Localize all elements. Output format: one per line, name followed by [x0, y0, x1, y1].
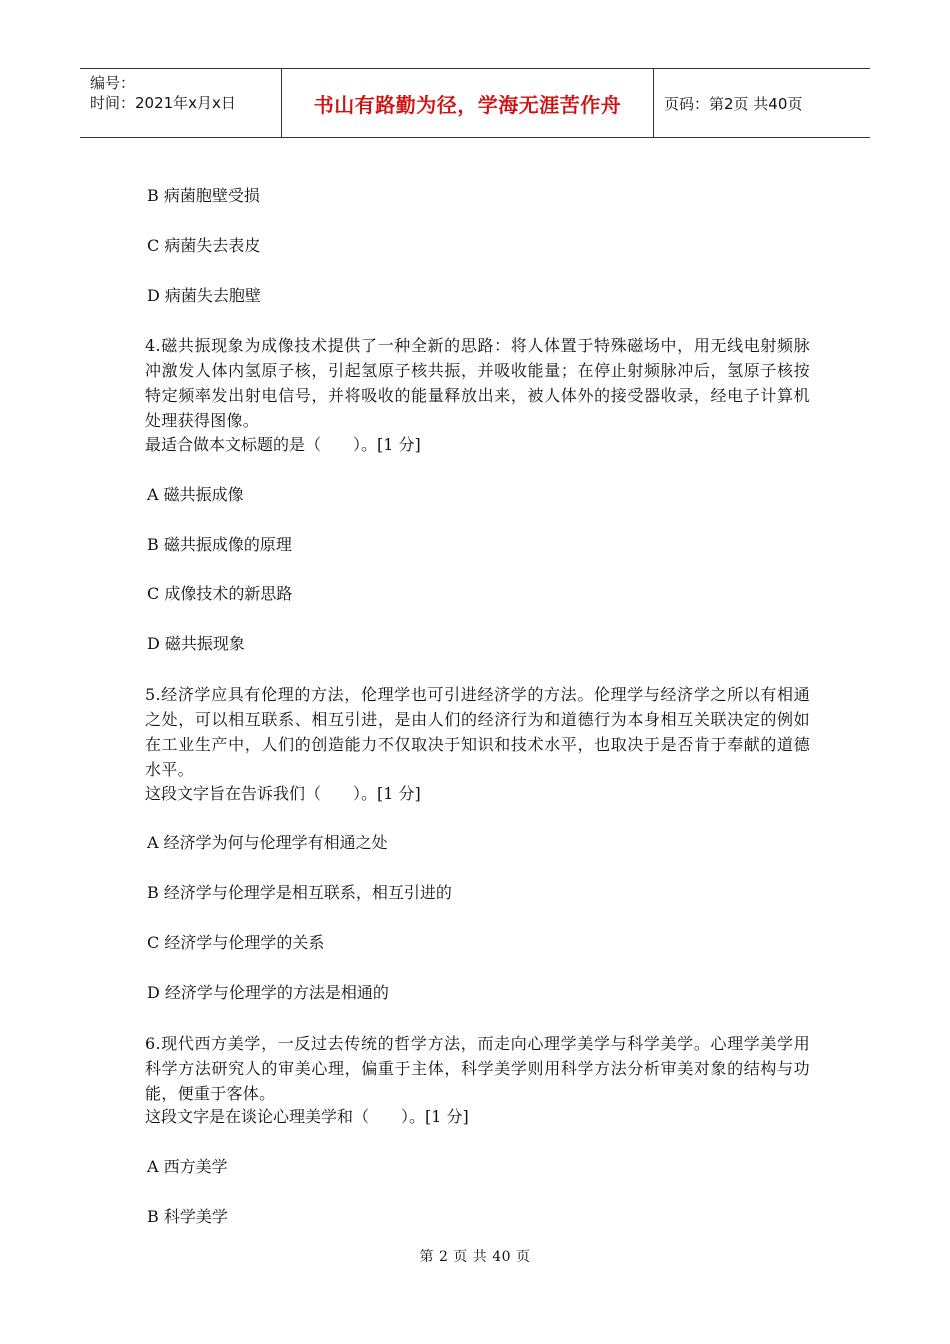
- page-header: [80, 68, 870, 138]
- q5-option-d: D 经济学与伦理学的方法是相通的: [147, 983, 389, 1002]
- number-label: 编号：: [90, 74, 136, 92]
- q6-option-a: A 西方美学: [147, 1157, 228, 1176]
- q4-prompt: 最适合做本文标题的是（ ）。[1 分]: [145, 435, 421, 454]
- q5-option-b: B 经济学与伦理学是相互联系，相互引进的: [147, 883, 452, 902]
- q4-option-b: B 磁共振成像的原理: [147, 535, 292, 554]
- q6-option-b: B 科学美学: [147, 1207, 228, 1226]
- q3-option-d: D 病菌失去胞壁: [147, 286, 261, 305]
- q4-text: 4.磁共振现象为成像技术提供了一种全新的思路：将人体置于特殊磁场中，用无线电射频脉冲激发人体内氢原子核，引起氢原子核共振，并吸收能量；在停止射频脉冲后，氢原子核按特定频率发出射电信号，并将吸收的能量释放出来，被人体外的接受器收录，经电子计算机处理获得图像。: [145, 336, 810, 430]
- q4-option-d: D 磁共振现象: [147, 634, 245, 653]
- q5-prompt: 这段文字旨在告诉我们（ ）。[1 分]: [145, 784, 421, 803]
- time-label: 时间：2021年x月x日: [90, 94, 236, 112]
- q5-text: 5.经济学应具有伦理的方法，伦理学也可引进经济学的方法。伦理学与经济学之所以有相通之处，可以相互联系、相互引进，是由人们的经济行为和道德行为本身相互关联决定的例如在工业生产中，人们的创造能力不仅取决于知识和技术水平，也取决于是否肯于奉献的道德水平。: [145, 685, 810, 779]
- header-page-info: 页码：第2页 共40页: [664, 94, 803, 113]
- q5-option-c: C 经济学与伦理学的关系: [147, 933, 325, 952]
- q6-prompt: 这段文字是在谈论心理美学和（ ）。[1 分]: [145, 1107, 469, 1126]
- q6-text: 6.现代西方美学，一反过去传统的哲学方法，而走向心理学美学与科学美学。心理学美学用科学方法研究人的审美心理，偏重于主体，科学美学则用科学方法分析审美对象的结构与功能，便重于客体。: [145, 1034, 810, 1103]
- q5-option-a: A 经济学为何与伦理学有相通之处: [147, 833, 388, 852]
- page-footer: 第 2 页 共 40 页: [419, 1249, 531, 1265]
- q3-option-c: C 病菌失去表皮: [147, 236, 261, 255]
- q4-option-c: C 成像技术的新思路: [147, 584, 293, 603]
- header-meta: [80, 69, 282, 137]
- q4-option-a: A 磁共振成像: [147, 485, 244, 504]
- header-motto: 书山有路勤为径，学海无涯苦作舟: [282, 69, 654, 137]
- q3-option-b: B 病菌胞壁受损: [147, 186, 260, 205]
